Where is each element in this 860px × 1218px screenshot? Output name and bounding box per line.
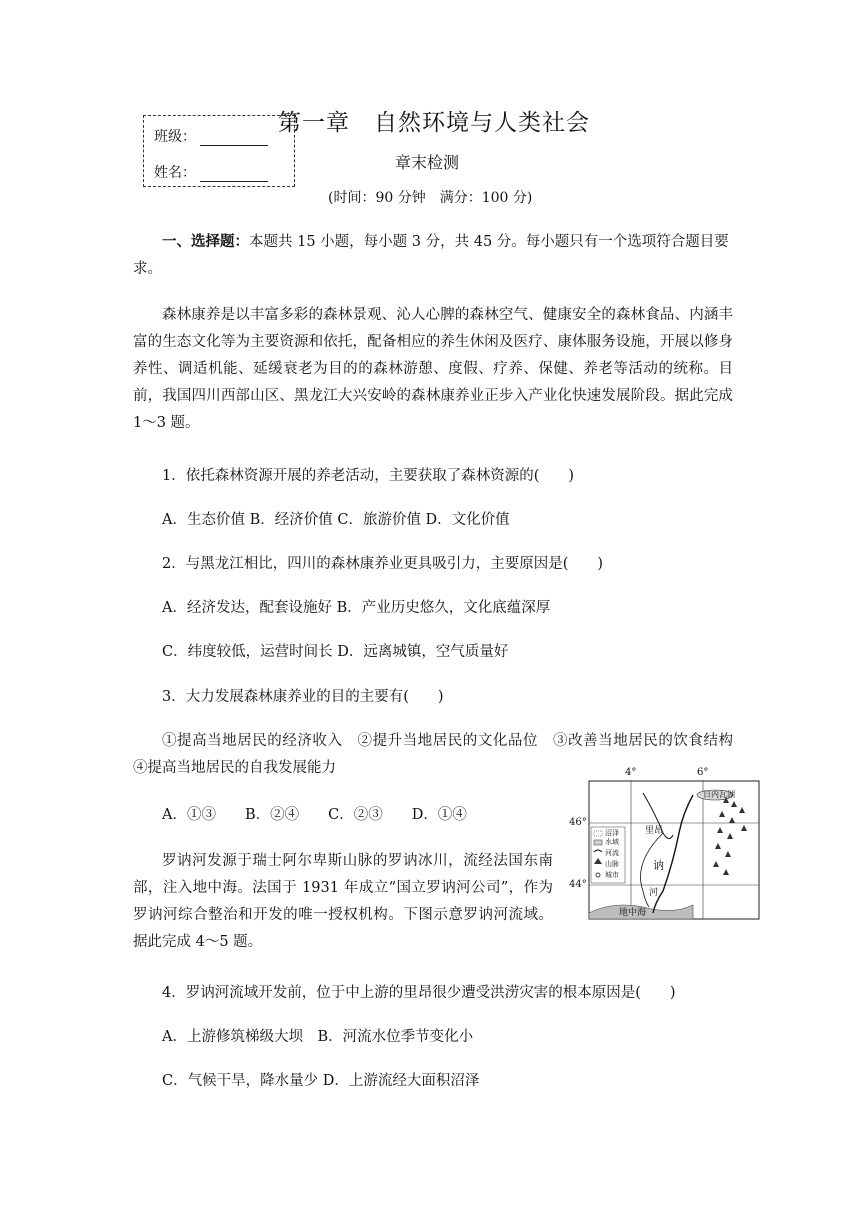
section-title: 一、选择题： [162,233,249,250]
q4-stem: 4．罗讷河流域开发前，位于中上游的里昂很少遭受洪涝灾害的根本原因是( ) [162,985,676,1001]
legend-mountain: 山脉 [605,860,619,868]
lon-label-6: 6° [697,767,709,778]
name-box [143,115,295,187]
time-info: (时间：90 分钟 满分：100 分) [328,190,533,206]
q1-stem: 1．依托森林资源开展的养老活动，主要获取了森林资源的( ) [162,468,575,484]
material-2: 罗讷河发源于瑞士阿尔卑斯山脉的罗讷冰川，流经法国东南部，注入地中海。法国于 1931 年成立“国立罗讷河公司”，作为罗讷河综合整治和开发的唯一授权机构。下图示意罗讷河流域。据此完成 4～5 题。 [133,853,553,950]
section-instructions: 本题共 15 小题，每小题 3 分，共 45 分。每小题只有一个选项符合题目要求。 [133,234,729,277]
name-blank[interactable] [200,167,268,182]
legend-city: 城市 [605,871,619,879]
q3-options: A．①③ B．②④ C．②③ D．①④ [162,807,467,823]
name-field[interactable] [154,162,268,182]
legend-river: 河流 [605,849,619,857]
material-1: 森林康养是以丰富多彩的森林景观、沁人心脾的森林空气、健康安全的森林食品、内涵丰富的生态文化等为主要资源和依托，配备相应的养生休闲及医疗、康体服务设施，开展以修身养性、调适机能、延缓衰老为目的的森林游憩、度假、疗养、保健、养老等活动的统称。目前，我国四川西部山区、黑龙江大兴安岭的森林康养业正步入产业化快速发展阶段。据此完成 1～3 题。 [133,307,733,431]
page-title: 第一章 自然环境与人类社会 [278,110,590,136]
rhone-label: 讷 [653,859,664,872]
lyon-label: 里昂 [645,826,664,836]
section-heading [133,228,733,283]
legend-water: 水域 [605,838,619,846]
name-label: 姓名： [154,165,196,181]
river-label: 河 [649,888,659,898]
rhone-basin-map [569,767,763,923]
page-subtitle: 章末检测 [395,153,460,172]
q3-items: ①提高当地居民的经济收入 ②提升当地居民的文化品位 ③改善当地居民的饮食结构 ④提高当地居民的自我发展能力 [133,733,748,776]
q4-options-ab: A．上游修筑梯级大坝 B．河流水位季节变化小 [162,1029,474,1045]
legend-swamp: 沼泽 [605,829,619,837]
q3-stem: 3．大力发展森林康养业的目的主要有( ) [162,689,444,705]
alps-lake-label: 日内瓦湖 [703,790,735,799]
class-label: 班级： [154,129,196,145]
q1-options: A．生态价值 B．经济价值 C．旅游价值 D．文化价值 [162,512,510,528]
sea-label: 地中海 [619,908,647,918]
q2-options-cd: C．纬度较低，运营时间长 D．远离城镇，空气质量好 [162,644,509,660]
q2-options-ab: A．经济发达，配套设施好 B．产业历史悠久，文化底蕴深厚 [162,600,551,616]
lat-label-44: 44° [569,879,587,890]
q4-options-cd: C．气候干旱，降水量少 D．上游流经大面积沼泽 [162,1073,480,1089]
class-field[interactable] [154,126,268,146]
q2-stem: 2．与黑龙江相比，四川的森林康养业更具吸引力，主要原因是( ) [162,556,604,572]
class-blank[interactable] [200,131,268,146]
lon-label-4: 4° [625,767,637,778]
lat-label-46: 46° [569,817,587,828]
